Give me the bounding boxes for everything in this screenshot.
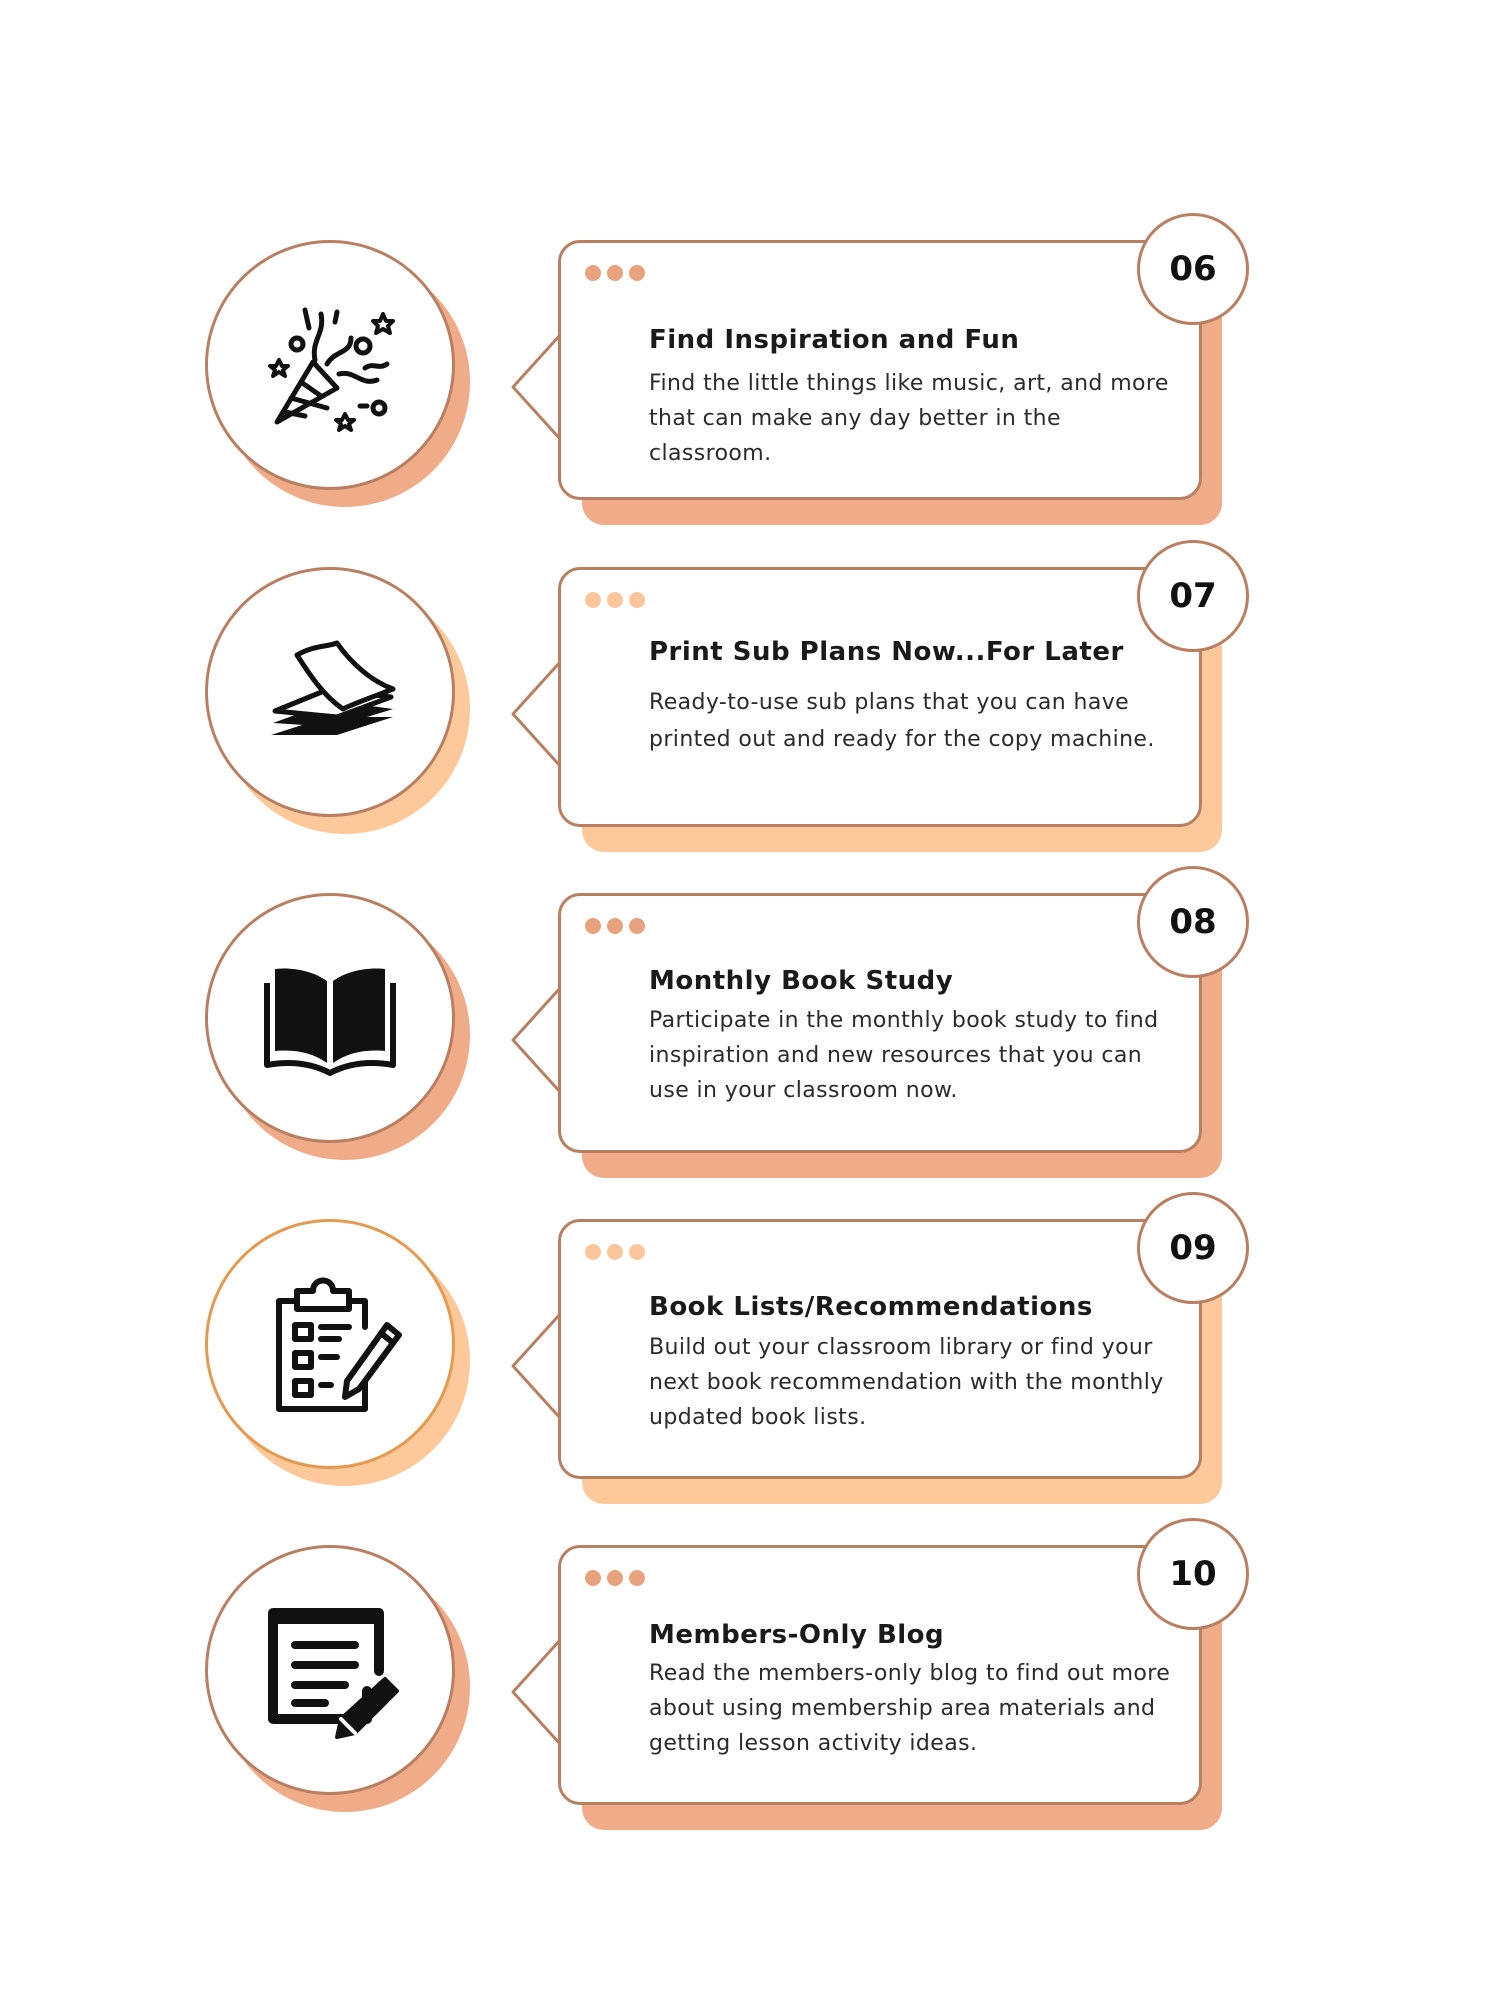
- icon-circle: [205, 240, 455, 490]
- feature-card: [558, 567, 1202, 827]
- dot: [585, 1244, 601, 1260]
- dot: [629, 592, 645, 608]
- speech-pointer: [509, 334, 565, 444]
- window-dots: [585, 918, 645, 934]
- feature-item-06: [0, 235, 1500, 535]
- feature-title: Monthly Book Study: [649, 966, 954, 996]
- dot: [585, 1570, 601, 1586]
- feature-description: Participate in the monthly book study to find inspiration and new resources that you can use in your classroom now.: [649, 1008, 1159, 1103]
- icon-circle: [205, 1219, 455, 1469]
- clipboard-checklist-icon: [255, 1269, 405, 1419]
- step-number-badge: 08: [1137, 866, 1249, 978]
- feature-title: Find Inspiration and Fun: [649, 325, 1020, 355]
- feature-card: [558, 1545, 1202, 1805]
- feature-description: Read the members-only blog to find out more about using membership area materials and getting lesson activity ideas.: [649, 1661, 1171, 1756]
- dot: [607, 592, 623, 608]
- icon-circle: [205, 893, 455, 1143]
- step-number-badge: 06: [1137, 213, 1249, 325]
- feature-description: Ready-to-use sub plans that you can have printed out and ready for the copy machine.: [649, 690, 1155, 752]
- feature-title: Book Lists/Recommendations: [649, 1292, 1093, 1322]
- speech-pointer: [509, 1639, 565, 1749]
- speech-pointer: [509, 1313, 565, 1423]
- dot: [607, 1570, 623, 1586]
- feature-title: Print Sub Plans Now...For Later: [649, 637, 1124, 667]
- feature-card: [558, 240, 1202, 500]
- dot: [585, 265, 601, 281]
- open-book-icon: [255, 943, 405, 1093]
- dot: [629, 918, 645, 934]
- feature-item-08: [0, 888, 1500, 1188]
- dot: [629, 1570, 645, 1586]
- feature-card: [558, 893, 1202, 1153]
- step-number-badge: 07: [1137, 540, 1249, 652]
- window-dots: [585, 1244, 645, 1260]
- feature-description: Find the little things like music, art, and more that can make any day better in the classroom.: [649, 371, 1169, 466]
- icon-circle: [205, 567, 455, 817]
- dot: [607, 1244, 623, 1260]
- step-number-badge: 10: [1137, 1518, 1249, 1630]
- feature-title: Members-Only Blog: [649, 1620, 945, 1650]
- step-number-badge: 09: [1137, 1192, 1249, 1304]
- paper-stack-icon: [255, 617, 405, 767]
- dot: [607, 918, 623, 934]
- window-dots: [585, 1570, 645, 1586]
- feature-card: [558, 1219, 1202, 1479]
- icon-circle: [205, 1545, 455, 1795]
- speech-pointer: [509, 987, 565, 1097]
- dot: [607, 265, 623, 281]
- party-popper-icon: [255, 290, 405, 440]
- dot: [585, 592, 601, 608]
- window-dots: [585, 592, 645, 608]
- feature-item-07: [0, 562, 1500, 862]
- window-dots: [585, 265, 645, 281]
- document-edit-icon: [255, 1595, 405, 1745]
- feature-description: Build out your classroom library or find your next book recommendation with the monthly updated book lists.: [649, 1335, 1164, 1430]
- feature-item-10: [0, 1540, 1500, 1840]
- speech-pointer: [509, 661, 565, 771]
- feature-item-09: [0, 1214, 1500, 1514]
- dot: [629, 265, 645, 281]
- dot: [585, 918, 601, 934]
- dot: [629, 1244, 645, 1260]
